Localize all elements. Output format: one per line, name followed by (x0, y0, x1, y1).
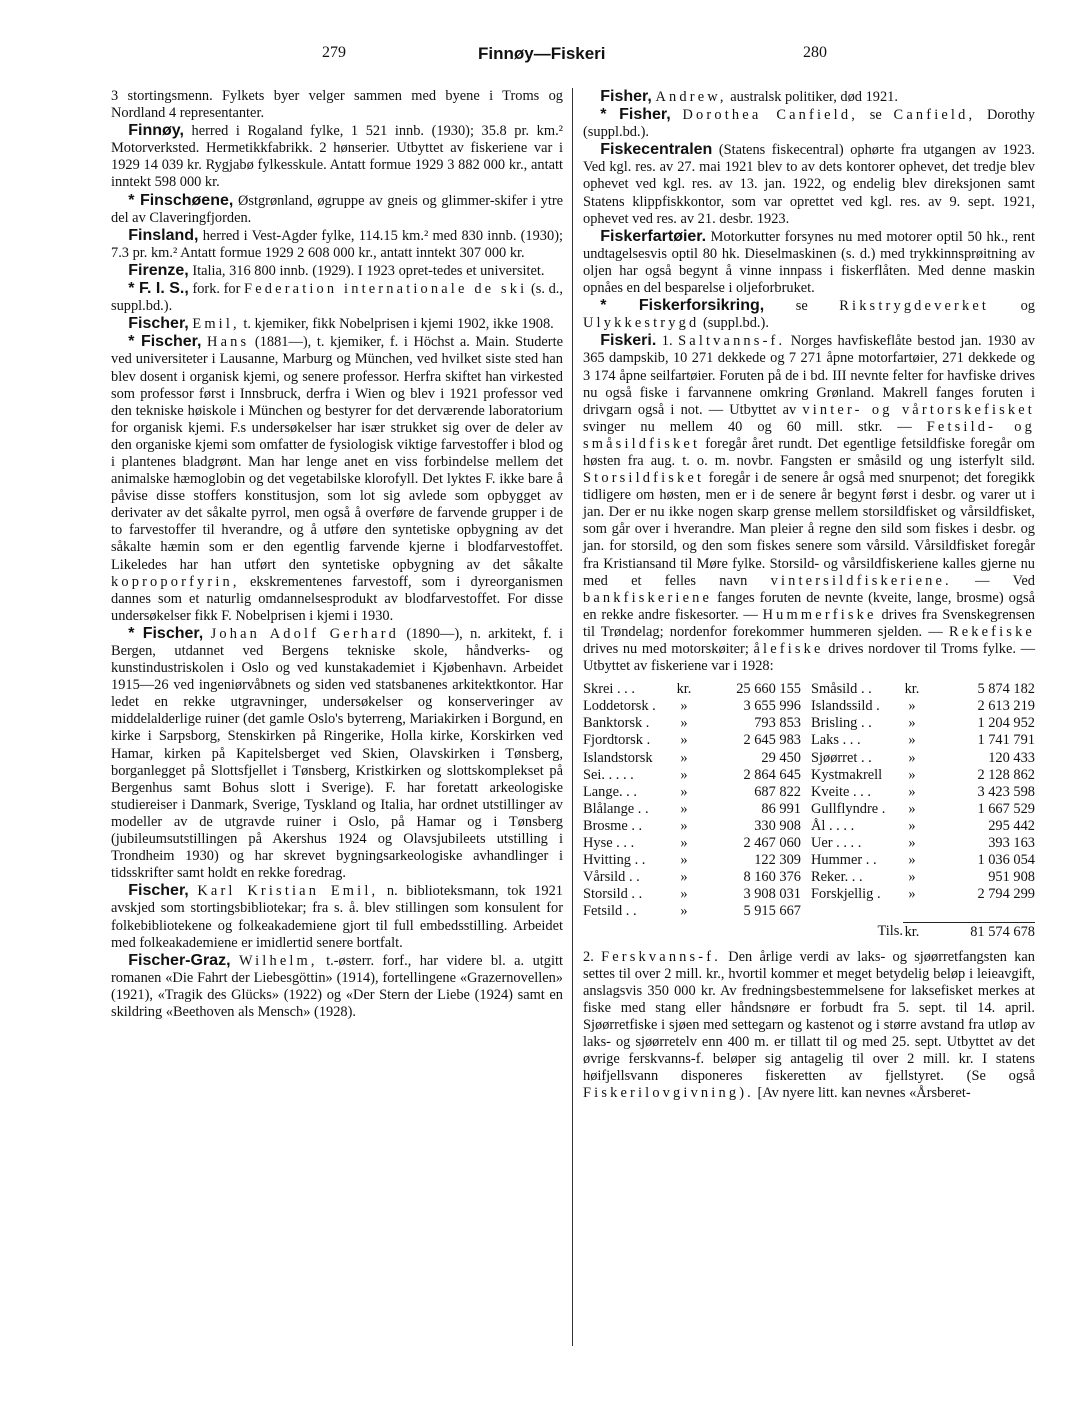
fish-name: Skrei . . . (583, 681, 635, 698)
headword: * Fischer, (128, 624, 204, 642)
currency-mark: » (680, 886, 688, 903)
catch-value: 122 309 (754, 852, 801, 869)
catch-value: 29 450 (761, 749, 801, 766)
fish-name: Forskjellig . (811, 886, 881, 903)
catch-value: 1 036 054 (977, 852, 1035, 869)
total-value-cell (921, 921, 1035, 941)
fish-name: Brisling . . (811, 715, 872, 732)
catch-value: 330 908 (754, 817, 801, 834)
currency-mark: » (908, 852, 916, 869)
headword: Firenze, (128, 261, 189, 279)
entry-text: 1. (661, 333, 673, 350)
total-currency-cell (903, 921, 921, 941)
spaced-text: Emil, (192, 316, 240, 333)
currency-mark: kr. (904, 681, 920, 698)
entry-text: se (869, 107, 882, 124)
table-row (583, 681, 1035, 698)
fish-name: Islandssild . (811, 698, 880, 715)
spaced-text: Rekefiske (948, 623, 1035, 640)
fish-name: Reker. . . (811, 869, 863, 886)
catch-value: 3 423 598 (977, 783, 1035, 800)
currency-mark (903, 903, 921, 920)
page-header (0, 44, 1080, 68)
entry-finschoene (111, 192, 563, 227)
spaced-text: Saltvanns-f. (678, 333, 786, 350)
spaced-text: Johan Adolf Gerhard (210, 625, 400, 642)
left-column (111, 88, 563, 1021)
currency-mark: » (680, 715, 688, 732)
spaced-text: koproporfyrin, (111, 573, 240, 590)
catch-value: 295 442 (988, 817, 1035, 834)
entry-text: fork. for (192, 281, 241, 298)
spaced-text: Hummerfiske (762, 606, 877, 623)
spaced-text: vinter- og vårtorskefisket (802, 401, 1035, 418)
entry-fischer-emil (111, 315, 563, 333)
catch-value: 393 163 (988, 835, 1035, 852)
entry-text: 2. (583, 948, 594, 965)
entry-text: fanges foruten de nevnte (kveite, lange, brosme) også en rekke andre fiskesorter. — (583, 589, 1035, 623)
currency-mark: kr. (904, 923, 920, 940)
spaced-text: Hans (207, 334, 250, 351)
entry-fiskerfartoier (583, 228, 1035, 297)
spaced-text: Ulykkestrygd (583, 315, 700, 332)
headword: * F. I. S., (128, 280, 189, 298)
table-row (583, 750, 1035, 767)
entry-text: (suppl.bd.). (702, 315, 769, 332)
currency-mark: » (680, 732, 688, 749)
entry-finsland (111, 227, 563, 262)
currency-mark: » (908, 732, 916, 749)
entry-fiskecentralen (583, 141, 1035, 227)
entry-intro: 3 stortingsmenn. Fylkets byer velger sammen med byene i Troms og Nordland 4 representanter. (111, 88, 563, 122)
spaced-text: vintersildfiskeriene. (770, 572, 952, 589)
fish-name: Ål . . . . (811, 817, 855, 834)
spaced-text: Fiskerilovgivning). (583, 1085, 754, 1102)
catch-value: 25 660 155 (736, 681, 801, 698)
currency-mark: » (908, 698, 916, 715)
entry-finnoy (111, 122, 563, 191)
currency-mark: » (908, 869, 916, 886)
entry-text: (1890—), n. arkitekt, f. i Bergen, utdannet ved Bergens tekniske skole, håndverks- og kunstindustriskolen i Oslo og ved kunstakademiet i Kjøbenhavn. Arbeidet 1915—26 ved ingeniørvåbnets og siden ved statsbanenes arkitektkontor. Har ledet en rekke utgravninger, undersøkelser og konserveringer av middelalderlige ruiner (det gamle Oslo's byterreng, Mariakirken i Borgund, en kirke i Sarpsborg, Stenskirken på Ringerike, Holla kirke, Korskirken ved Hamar, kirken på Kapitelsberget ved Skien, Olavskirken i Tønsberg, borganlegget på Slottsfjellet i Tønsberg, Kristkirken og slottskomplekset på Bergenhus samt Bohus slott i Sverige). F. har foretatt arkeologiske studiereiser i Danmark, Sverige, Tyskland og Italia, har ordnet utstillinger av modeller av de utgravde ruiner i Oslo, på Hamar og i Tønsberg (jubileumsutstillingen på Akershus 1924 og Olavsjubileets utstilling i Trondheim 1930) og har skrevet bygningsarkeologiske avhandlinger i tidsskrifter samt holdt en rekke foredrag. (111, 625, 563, 882)
fish-name: Hvitting . . (583, 852, 646, 869)
currency-mark: » (908, 800, 916, 817)
fish-name (807, 903, 903, 920)
spaced-text: Rikstrygdeverket (839, 298, 990, 315)
headword: Finsland, (128, 226, 199, 244)
catch-value: 3 908 031 (743, 886, 801, 903)
currency-mark: » (680, 903, 688, 920)
table-row (583, 886, 1035, 903)
fish-name: Sjøørret . . (811, 749, 872, 766)
catch-value: 5 915 667 (743, 903, 801, 920)
catch-value: 5 874 182 (977, 681, 1035, 698)
headword: Fischer, (128, 882, 189, 900)
fish-name: Småsild . . (811, 681, 872, 698)
entry-fischer-hans (111, 333, 563, 625)
table-row (583, 732, 1035, 749)
entry-text: [Av nyere litt. kan nevnes «Årsberet- (757, 1085, 971, 1102)
page-number-right: 280 (803, 44, 827, 61)
catch-value: 2 613 219 (977, 698, 1035, 715)
catch-value: 1 667 529 (977, 800, 1035, 817)
currency-mark: » (908, 886, 916, 903)
entry-firenze (111, 262, 563, 280)
empty-cell (675, 921, 693, 941)
currency-mark: » (908, 749, 916, 766)
fish-name: Fetsild . . (583, 903, 637, 920)
fish-name: Gullflyndre . (811, 800, 886, 817)
headword: Fiskerfartøier. (600, 227, 707, 245)
table-row (583, 767, 1035, 784)
headword: * Fisher, (600, 106, 671, 124)
total-label: Tils. (877, 922, 903, 939)
currency-mark: » (908, 817, 916, 834)
fish-name: Banktorsk . (583, 715, 650, 732)
entry-text: — Ved (975, 572, 1035, 589)
entry-text: Østgrønland, øgruppe av gneis og glimmer-skifer i ytre del av Claveringfjorden. (111, 192, 563, 226)
fish-name: Loddetorsk . (583, 698, 656, 715)
currency-mark: » (680, 817, 688, 834)
fish-name: Hyse . . . (583, 835, 635, 852)
spaced-text: Andrew, (655, 89, 727, 105)
spaced-text: Federation internationale de ski (244, 281, 528, 298)
table-row (583, 784, 1035, 801)
entry-fischer-graz (111, 952, 563, 1021)
entry-text: (s. d., suppl.bd.). (111, 281, 563, 315)
catch-value-table (583, 681, 1035, 940)
currency-mark: kr. (676, 681, 692, 698)
catch-value (921, 903, 1035, 920)
headword: Fischer, (128, 315, 189, 333)
table-row (583, 835, 1035, 852)
headword: Fisher, (600, 88, 652, 105)
empty-cell (693, 921, 807, 941)
table-row (583, 715, 1035, 732)
entry-text: Den årlige verdi av laks- og sjøørretfangsten kan settes til over 2 mill. kr., hvortil kommer et meget betydelig beløp i leieavgift, anslagsvis 350 000 kr. Av fredningsbestemmelsene for laksefisket merkes at fiske med stang eller håndsnøre er forbudt fra 5. sept. til 14. april. Sjøørretfiske i sjøen med settegarn og kastenot og i større avstand fra utløp av laks- og sjøørretelv enn 400 m. er tillatt til og med 25. sept. Utbyttet av det øvrige ferskvanns-f. beløper sig antagelig til over 2 mill. kr. I statens høifjellsvann disponeres fiskeretten av fjellstyret. (Se også (583, 948, 1035, 1085)
headword: Fiskeri. (600, 332, 657, 350)
catch-value: 793 853 (754, 715, 801, 732)
entry-text: foregår i de senere år også med snurpenot; det foregikk tidligere om høsten, men er i de senere år begynt først i desbr. og varer ut i jan. Der er nu ikke nogen skarp grense mellem storsildfisket og vårsildfisket, som går over i hverandre. Man pleier å regne den sild som fiskes i desbr. og jan. for storsild, og den som fiskes senere som vårsild. Vårsildfisket foregår fra Kristiansand til Møre fylke. Storsild- og vårsildfiskeriene kalles gjerne nu med et felles navn (583, 470, 1035, 589)
catch-value: 120 433 (988, 749, 1035, 766)
currency-mark: » (680, 800, 688, 817)
right-column (583, 88, 1035, 1102)
entry-fiskeri (583, 332, 1035, 675)
currency-mark: » (908, 835, 916, 852)
entry-text: t. kjemiker, fikk Nobelprisen i kjemi 1902, ikke 1908. (243, 316, 554, 333)
entry-text: australsk politiker, død 1921. (730, 89, 898, 105)
table-row (583, 698, 1035, 715)
entry-text: se (795, 298, 808, 315)
entry-text: ekskrementenes farvestoff, som i dyreorganismen dannes som et naturlig omdannelsesprodukt av blodfarvestoffet. For disse undersøkelser fikk F. Nobelprisen i kjemi i 1930. (111, 573, 563, 624)
spaced-text: Storsildfisket (583, 470, 705, 487)
spaced-text: Dorothea Canfield, (682, 107, 858, 124)
table-row (583, 903, 1035, 920)
entry-text: t.-østerr. forf., har videre bl. a. utgitt romanen «Die Fahrt der Liebesgöttin» (1914), fortellingene «Grazernovellen» (1921), «Tragik des Glücks» (1922) og «Der Stern der Liebe (1924) samt en skildring «Beethoven als Mensch» (1928). (111, 952, 563, 1020)
table-row (583, 801, 1035, 818)
entry-ferskvann (583, 949, 1035, 1103)
currency-mark: » (680, 766, 688, 783)
spaced-text: Ferskvanns-f. (601, 948, 721, 965)
fish-name: Islandstorsk (583, 749, 653, 766)
empty-cell (583, 921, 675, 941)
entry-fischer-karl (111, 882, 563, 951)
fish-name: Laks . . . (811, 732, 861, 749)
entry-text: herred i Rogaland fylke, 1 521 innb. (1930); 35.8 pr. km.² Motorverksted. Hermetikkfabrikk. 2 hønserier. Utbyttet av fiskeriene var i 1929 14 039 kr. Rygjabø fylkesskule. Antatt formue 1929 3 882 000 kr., antatt inntekt 598 000 kr. (111, 123, 563, 191)
catch-value: 8 160 376 (743, 869, 801, 886)
column-divider (572, 88, 573, 1346)
catch-value: 2 467 060 (743, 835, 801, 852)
spaced-text: Karl Kristian Emil, (197, 883, 379, 900)
currency-mark: » (680, 835, 688, 852)
headword: * Fiskerforsikring, (600, 297, 765, 315)
catch-value: 86 991 (761, 800, 801, 817)
catch-value: 2 794 299 (977, 886, 1035, 903)
catch-value: 2 128 862 (977, 766, 1035, 783)
entry-text: drives nu med motorskøiter; (583, 641, 749, 657)
fish-name: Storsild . . (583, 886, 643, 903)
currency-mark: » (908, 715, 916, 732)
headword: Fischer-Graz, (128, 951, 231, 969)
entry-text: herred i Vest-Agder fylke, 114.15 km.² med 830 innb. (1930); 7.3 pr. km.² Antatt formue 1929 2 608 000 kr., antatt inntekt 307 000 kr. (111, 227, 563, 261)
entry-fisher-dorothea (583, 106, 1035, 141)
currency-mark: » (680, 749, 688, 766)
entry-text: Norges havfiskeflåte bestod jan. 1930 av 365 dampskib, 10 271 dekkede og 7 271 åpne motorfartøier, 271 dekkede og 3 174 åpne seilfartøier. Foruten på de i bd. III nevnte felter for havfiske drives nu også fiske i farvannene omkring Grønland. Makrell fanges foruten i drivgarn også i not. — Utbyttet av (583, 333, 1035, 418)
currency-mark: » (680, 698, 688, 715)
table-row (583, 869, 1035, 886)
currency-mark: » (680, 869, 688, 886)
headword: Fiskecentralen (600, 141, 713, 159)
fish-name: Brosme . . (583, 817, 643, 834)
headword: * Finschøene, (128, 191, 234, 209)
entry-text: drives fra Svenskegrensen til Trøndelag; nordenfor forekommer hummeren sjelden. — (583, 606, 1035, 640)
entry-text: svinger nu mellem 40 og 60 mill. stkr. — (583, 418, 912, 435)
currency-mark: » (908, 766, 916, 783)
spaced-text: Fetsild- og småsildfisket (583, 418, 1035, 452)
entry-text: (1881—), t. kjemiker, f. i Höchst a. Main. Studerte ved universiteter i Lausanne, Marburg og München, ved hvilket siste sted han blev dosent i organisk kjemi, og senere professor. Herfra skiftet han virkested som professor først i Innsbruck, derfra i Wien og blev i 1921 professor ved den tekniske høiskole i München og bestyrer for det derværende laboratorium for organisk kjemi. F.s undersøkelser har især strukket sig over de deler av den organiske kjemi som omfatter de fysiologisk viktige farvestoffer i blod og i plantenes bladgrønt. Man har lenge anet en viss forbindelse mellem det animalske hæmoglobin og det vegetabilske klorofyll. Det lyktes F. ikke bare å påvise disse stoffers konstitusjon, som lot sig avlede som opbygget av derivater av det såkalte pyrrol, men også å overføre de farvende grupper i de to farvestoffer til hverandre, og å utføre den syntetiske opbygning av det såkalte hæmin som er den egentlig farvende kjerne i blodfarvestoffet. Likeledes har han utført den syntetiske opbygning av det såkalte (111, 334, 563, 573)
catch-value: 1 741 791 (977, 732, 1035, 749)
entry-fis (111, 280, 563, 315)
table-row (583, 852, 1035, 869)
spaced-text: bankfiskeriene (583, 589, 713, 606)
catch-value: 2 864 645 (743, 766, 801, 783)
entry-text: Dorothy (suppl.bd.). (583, 107, 1035, 141)
catch-value: 687 822 (754, 783, 801, 800)
headword: Finnøy, (128, 122, 184, 140)
spaced-text: Wilhelm, (238, 952, 318, 969)
fish-name: Sei. . . . . (583, 766, 634, 783)
headword: * Fischer, (128, 333, 202, 351)
entry-text: (Statens fiskecentral) ophørte fra utgangen av 1923. Ved kgl. res. av 27. mai 1921 blev to av dets kontorer ophevet, det tredje blev ophevet ved kgl. res. av 13. jan. 1922, og endelig blev direksjonen samt Statens klippfiskkontor, som var oprettet ved kgl. res. av 9. sept. 1921, ophevet ved res. av 21. desbr. 1923. (583, 142, 1035, 227)
spaced-text: ålefiske (753, 641, 824, 657)
currency-mark: » (908, 783, 916, 800)
currency-mark: » (680, 783, 688, 800)
catch-value: 951 908 (988, 869, 1035, 886)
entry-fisher-andrew (583, 88, 1035, 106)
catch-value: 3 655 996 (743, 698, 801, 715)
entry-text: Italia, 316 800 innb. (1929). I 1923 opret-tedes et universitet. (192, 262, 545, 279)
entry-fiskerforsikring (583, 297, 1035, 332)
fish-name: Kveite . . . (811, 783, 871, 800)
fish-name: Blålange . . (583, 800, 649, 817)
catch-value: 1 204 952 (977, 715, 1035, 732)
running-title: Finnøy—Fiskeri (478, 44, 606, 63)
entry-text: foregår året rundt. Det egentlige fetsildfiske foregår om høsten fra aug. t. o. m. novbr. Fangsten er småsild og ung isterfylt sild. (583, 435, 1035, 469)
entry-text: og (1020, 298, 1035, 315)
entry-text: drives nordover til Troms fylke. — Utbyttet av fiskeriene var i 1928: (583, 641, 1035, 675)
entry-text: n. biblioteksmann, tok 1921 avskjed som stortingsbibliotekar; fra s. å. blev stillingen som konsulent for folkebibliotekene og folkeakademiene gjort til full embedsstilling. Arbeidet med folkeakademiene er imidlertid senere bortfalt. (111, 883, 563, 951)
fish-name: Vårsild . . (583, 869, 640, 886)
catch-value: 2 645 983 (743, 732, 801, 749)
table-total-row (583, 921, 1035, 941)
fish-name: Uer . . . . (811, 835, 862, 852)
fish-name: Lange. . . (583, 783, 637, 800)
entry-fischer-johan (111, 625, 563, 882)
spaced-text: Canfield, (893, 107, 976, 124)
total-value: 81 574 678 (921, 922, 1035, 941)
table-row (583, 818, 1035, 835)
currency-mark: » (680, 852, 688, 869)
entry-text: Motorkutter forsynes nu med motorer optil 50 hk., rent undtagelsesvis optil 80 hk. Dieselmaskinen (s. d.) med trykkinnsprøitning av oljen har også begynt å vinne innpass i fiskerflåten. Med denne maskin opnåes en del besparelse i oljeforbruket. (583, 228, 1035, 297)
page-number-left: 279 (322, 44, 346, 61)
fish-name: Hummer . . (811, 852, 877, 869)
fish-name: Kystmakrell (811, 766, 883, 783)
fish-name: Fjordtorsk . (583, 732, 651, 749)
